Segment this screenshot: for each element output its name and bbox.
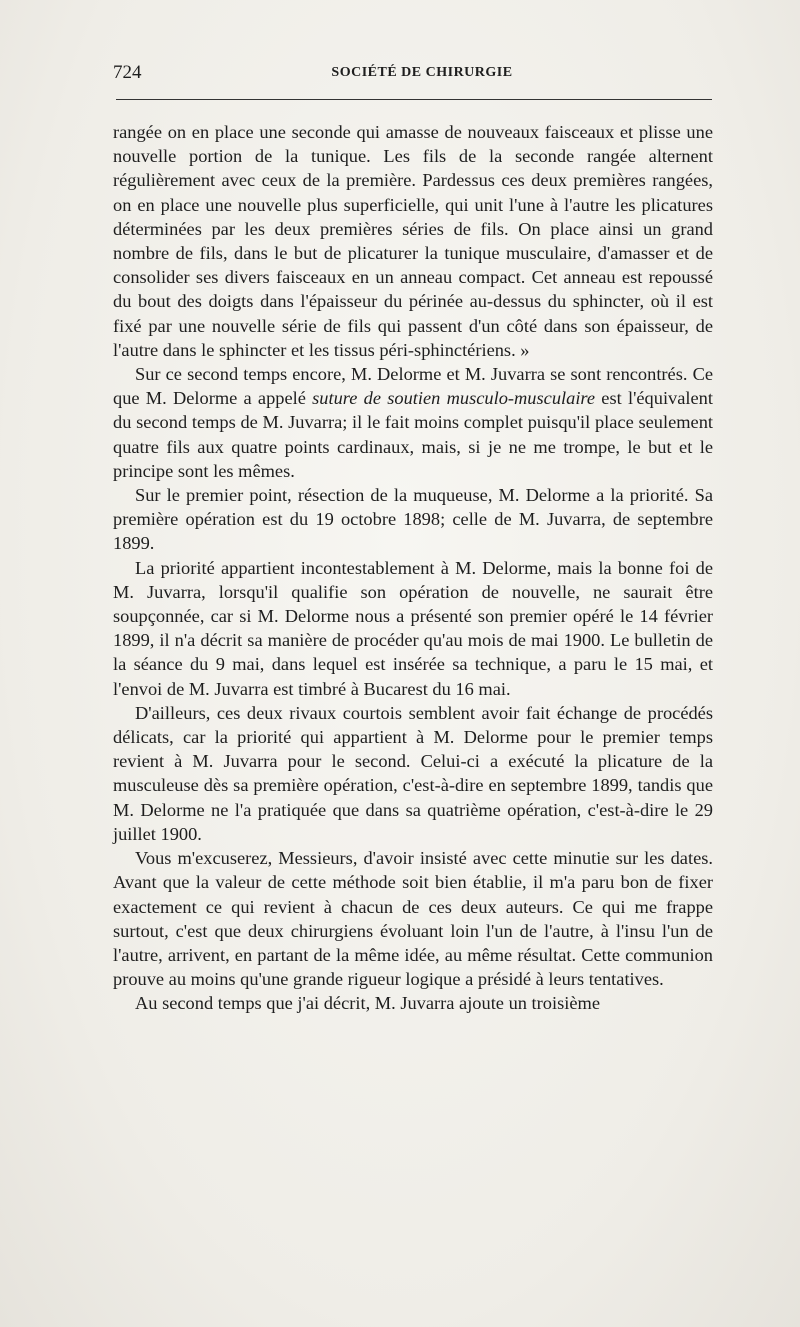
- paragraph-2-italic-term: suture de soutien musculo-musculaire: [312, 388, 596, 409]
- paragraph-4: La priorité appartient incontestablement à M. Delorme, mais la bonne foi de M. Juvarra, lorsqu'il qualifie son opération de nouvelle, ne saurait être soupçonnée, car si M. Delorme nous a présenté son premier opéré le 14 février 1899, il n'a décrit sa manière de procéder qu'au mois de mai 1900. Le bulletin de la séance du 9 mai, dans lequel est insérée sa technique, a paru le 15 mai, et l'envoi de M. Juvarra est timbré à Bucarest du 16 mai.: [113, 557, 713, 699]
- paragraph-2-text-after: est l'équivalent du second temps de M. Juvarra; il le fait moins complet puisqu'il place seulement quatre fils aux quatre points cardinaux, mais, si je ne me trompe, le but et le principe sont les mêmes.: [113, 388, 713, 481]
- header-rule: [116, 99, 712, 100]
- page-header: [113, 62, 711, 86]
- paragraph-3: Sur le premier point, résection de la muqueuse, M. Delorme a la priorité. Sa première opération est du 19 octobre 1898; celle de M. Juvarra, de septembre 1899.: [113, 485, 713, 554]
- paragraph-2: [113, 362, 713, 483]
- paragraph-7: Au second temps que j'ai décrit, M. Juvarra ajoute un troisième: [135, 993, 600, 1014]
- page-number: 724: [113, 62, 142, 83]
- paragraph-5: D'ailleurs, ces deux rivaux courtois semblent avoir fait échange de procédés délicats, car la priorité qui appartient à M. Delorme pour le premier temps revient à M. Juvarra pour le second. Celui-ci a exécuté la plicature de la musculeuse dès sa première opération, c'est-à-dire en septembre 1899, tandis que M. Delorme ne l'a pratiquée que dans sa quatrième opération, c'est-à-dire le 29 juillet 1900.: [113, 702, 713, 844]
- paragraph-1: rangée on en place une seconde qui amasse de nouveaux faisceaux et plisse une nouvelle portion de la tunique. Les fils de la seconde rangée alternent régulièrement avec ceux de la première. Pardessus ces deux premières rangées, on en place une nouvelle plus superficielle, qui unit l'une à l'autre les plicatures déterminées par les deux premières séries de fils. On place ainsi un grand nombre de fils, dans le but de plicaturer la tunique musculaire, d'amasser et de consolider ses divers faisceaux en un anneau compact. Cet anneau est repoussé du bout des doigts dans l'épaisseur du périnée au-dessus du sphincter, où il est fixé par une nouvelle série de fils qui passent d'un côté dans son épaisseur, de l'autre dans le sphincter et les tissus péri-sphinctériens. »: [113, 122, 713, 360]
- paragraph-2-text-before: Sur ce second temps encore, M. Delorme et M. Juvarra se sont rencontrés. Ce que M. Delorme a appelé: [113, 364, 713, 409]
- running-title: SOCIÉTÉ DE CHIRURGIE: [331, 65, 513, 80]
- paragraph-6: Vous m'excuserez, Messieurs, d'avoir insisté avec cette minutie sur les dates. Avant que la valeur de cette méthode soit bien établie, il m'a paru bon de fixer exactement ce qui revient à chacun de ces deux auteurs. Ce qui me frappe surtout, c'est que deux chirurgiens évoluant loin l'un de l'autre, à l'insu l'un de l'autre, arrivent, en partant de la même idée, au même résultat. Cette communion prouve au moins qu'une grande rigueur logique a présidé à leurs tentatives.: [113, 848, 713, 990]
- body-text: [113, 120, 713, 1016]
